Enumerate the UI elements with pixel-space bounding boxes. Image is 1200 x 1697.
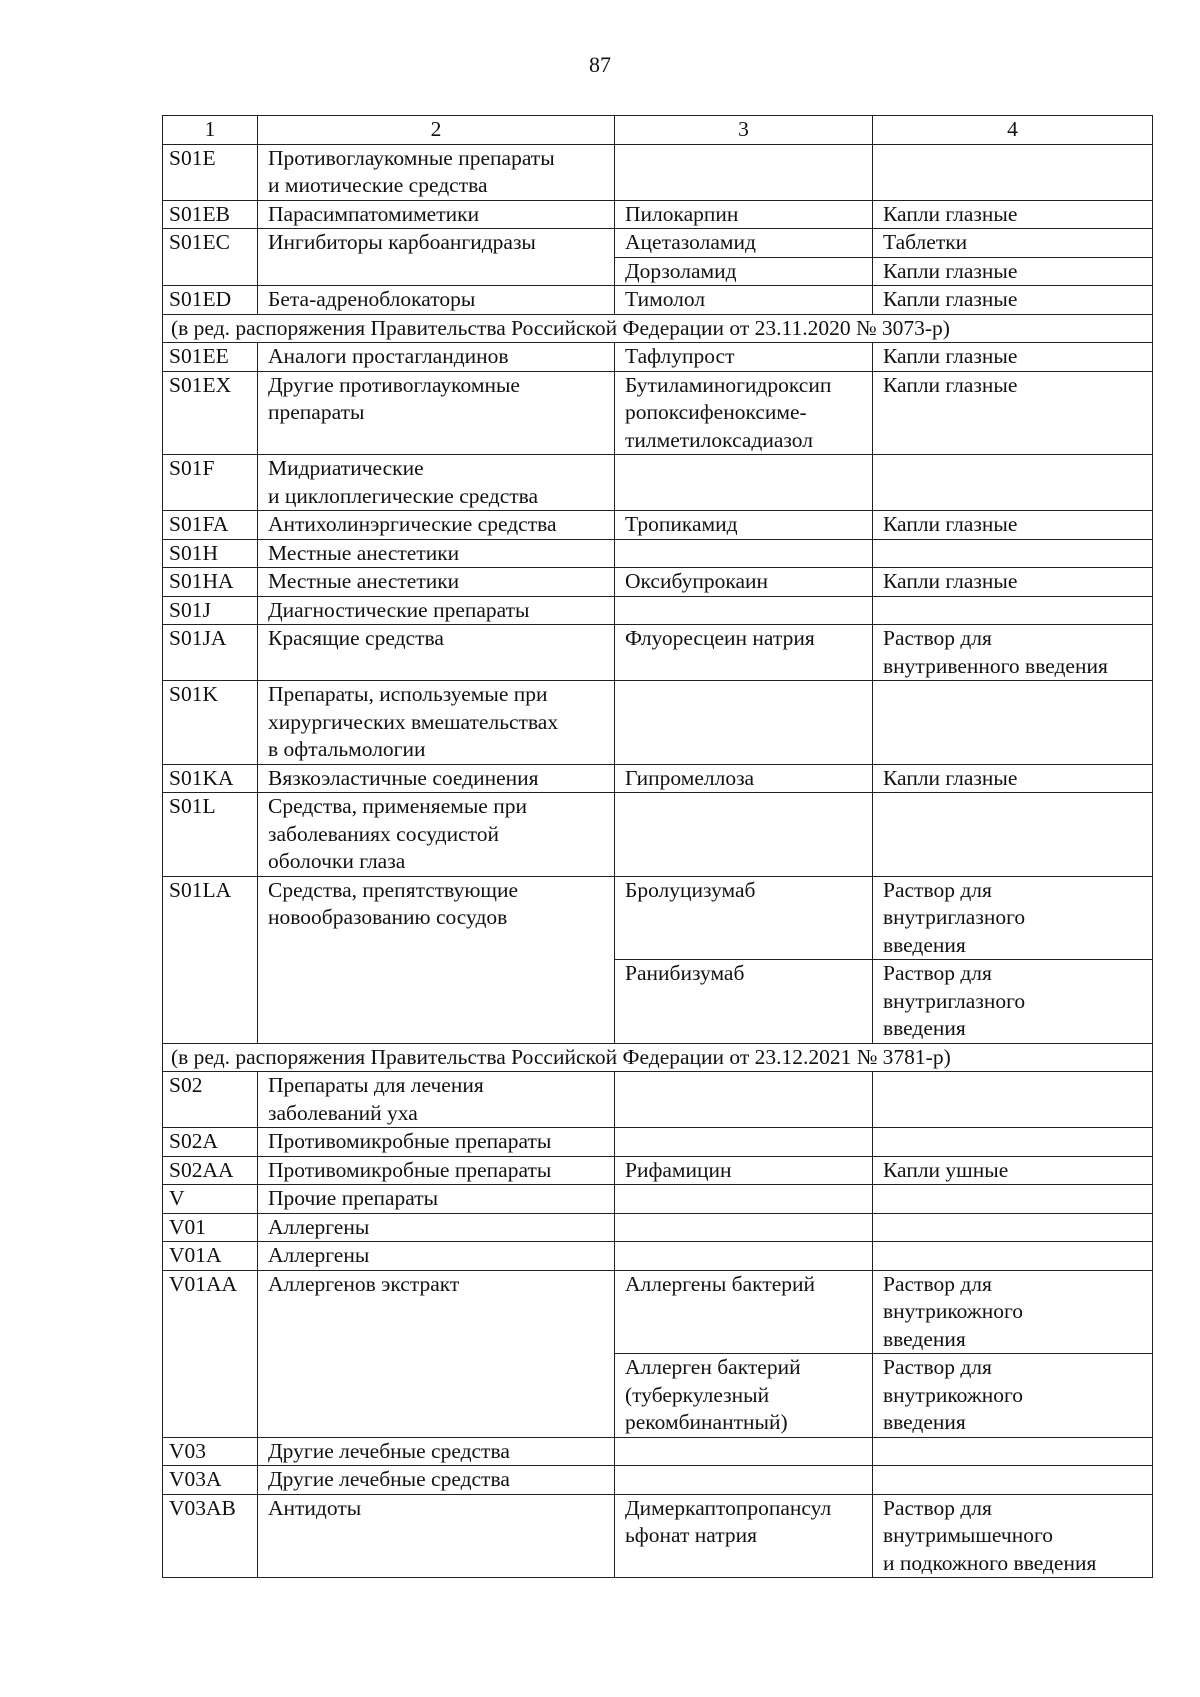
- table-row: [163, 511, 1153, 540]
- drug-name-cell: Ацетазоламид: [615, 229, 873, 258]
- drug-name-cell: Тропикамид: [615, 511, 873, 540]
- drug-name-cell: Тафлупрост: [615, 343, 873, 372]
- atc-code-cell: S01EC: [163, 229, 258, 286]
- dosage-form-cell: Капли глазные: [873, 511, 1153, 540]
- table-row: [163, 1494, 1153, 1578]
- table-row: [163, 876, 1153, 960]
- atc-code-cell: S01LA: [163, 876, 258, 1043]
- drug-name-cell: [615, 681, 873, 765]
- drug-name-cell: [615, 144, 873, 200]
- drug-name-cell: [615, 1242, 873, 1271]
- group-name-cell: Препараты, используемые при хирургических вмешательствах в офтальмологии: [258, 681, 615, 765]
- group-name-cell: Препараты для лечения заболеваний уха: [258, 1072, 615, 1128]
- group-name-cell: Антихолинэргические средства: [258, 511, 615, 540]
- dosage-form-cell: Раствор для внутриглазного введения: [873, 876, 1153, 960]
- group-name-cell: Средства, препятствующие новообразованию сосудов: [258, 876, 615, 1043]
- drug-name-cell: Бролуцизумаб: [615, 876, 873, 960]
- atc-code-cell: V03AB: [163, 1494, 258, 1578]
- table-row: [163, 1466, 1153, 1495]
- dosage-form-cell: Капли глазные: [873, 200, 1153, 229]
- group-name-cell: Вязкоэластичные соединения: [258, 764, 615, 793]
- header-col-4: 4: [873, 116, 1153, 145]
- dosage-form-cell: [873, 1072, 1153, 1128]
- atc-code-cell: S01E: [163, 144, 258, 200]
- group-name-cell: Ингибиторы карбоангидразы: [258, 229, 615, 286]
- dosage-form-cell: [873, 1466, 1153, 1495]
- page-number: 87: [589, 52, 611, 77]
- atc-code-cell: S02A: [163, 1128, 258, 1157]
- header-col-1: 1: [163, 116, 258, 145]
- dosage-form-cell: Капли глазные: [873, 371, 1153, 455]
- group-name-cell: Прочие препараты: [258, 1185, 615, 1214]
- drug-name-cell: Аллерген бактерий (туберкулезный рекомбинантный): [615, 1354, 873, 1438]
- table-row: [163, 286, 1153, 315]
- group-name-cell: Аллергены: [258, 1242, 615, 1271]
- drug-name-cell: Гипромеллоза: [615, 764, 873, 793]
- drug-name-cell: Димеркаптопропансул ьфонат натрия: [615, 1494, 873, 1578]
- group-name-cell: Аллергены: [258, 1213, 615, 1242]
- dosage-form-cell: [873, 539, 1153, 568]
- table-row: [163, 455, 1153, 511]
- atc-code-cell: S02AA: [163, 1156, 258, 1185]
- group-name-cell: Аналоги простагландинов: [258, 343, 615, 372]
- amendment-note-row: [163, 1043, 1153, 1072]
- group-name-cell: Другие противоглаукомные препараты: [258, 371, 615, 455]
- dosage-form-cell: Раствор для внутрикожного введения: [873, 1270, 1153, 1354]
- dosage-form-cell: [873, 1185, 1153, 1214]
- atc-code-cell: S01JA: [163, 625, 258, 681]
- atc-code-cell: S01EX: [163, 371, 258, 455]
- header-col-2: 2: [258, 116, 615, 145]
- table-row: [163, 764, 1153, 793]
- atc-code-cell: V01AA: [163, 1270, 258, 1437]
- table-row: [163, 1156, 1153, 1185]
- table-row: [163, 1213, 1153, 1242]
- dosage-form-cell: Капли глазные: [873, 343, 1153, 372]
- table-body: [163, 116, 1153, 1578]
- group-name-cell: Местные анестетики: [258, 539, 615, 568]
- drug-name-cell: [615, 793, 873, 877]
- table-row: [163, 371, 1153, 455]
- atc-code-cell: V: [163, 1185, 258, 1214]
- atc-code-cell: V01: [163, 1213, 258, 1242]
- atc-code-cell: S01FA: [163, 511, 258, 540]
- dosage-form-cell: [873, 455, 1153, 511]
- group-name-cell: Средства, применяемые при заболеваниях сосудистой оболочки глаза: [258, 793, 615, 877]
- drug-name-cell: [615, 539, 873, 568]
- drug-name-cell: [615, 1466, 873, 1495]
- drug-table: [162, 115, 1153, 1578]
- drug-name-cell: Пилокарпин: [615, 200, 873, 229]
- group-name-cell: Противоглаукомные препараты и миотические средства: [258, 144, 615, 200]
- table-row: [163, 1270, 1153, 1354]
- table-row: [163, 1072, 1153, 1128]
- atc-code-cell: S01KA: [163, 764, 258, 793]
- atc-code-cell: S01K: [163, 681, 258, 765]
- table-row: [163, 1242, 1153, 1271]
- drug-name-cell: [615, 455, 873, 511]
- atc-code-cell: S01EE: [163, 343, 258, 372]
- table-row: [163, 1437, 1153, 1466]
- atc-code-cell: V01A: [163, 1242, 258, 1271]
- group-name-cell: Мидриатические и циклоплегические средства: [258, 455, 615, 511]
- atc-code-cell: V03: [163, 1437, 258, 1466]
- dosage-form-cell: [873, 681, 1153, 765]
- dosage-form-cell: Раствор для внутримышечного и подкожного введения: [873, 1494, 1153, 1578]
- dosage-form-cell: Раствор для внутриглазного введения: [873, 960, 1153, 1044]
- dosage-form-cell: [873, 144, 1153, 200]
- group-name-cell: Антидоты: [258, 1494, 615, 1578]
- dosage-form-cell: Капли глазные: [873, 764, 1153, 793]
- group-name-cell: Диагностические препараты: [258, 596, 615, 625]
- dosage-form-cell: [873, 1213, 1153, 1242]
- table-row: [163, 343, 1153, 372]
- table-row: [163, 596, 1153, 625]
- drug-name-cell: [615, 1185, 873, 1214]
- group-name-cell: Другие лечебные средства: [258, 1437, 615, 1466]
- dosage-form-cell: Раствор для внутрикожного введения: [873, 1354, 1153, 1438]
- table-row: [163, 1185, 1153, 1214]
- dosage-form-cell: Капли глазные: [873, 286, 1153, 315]
- header-row: [163, 116, 1153, 145]
- dosage-form-cell: Капли ушные: [873, 1156, 1153, 1185]
- drug-name-cell: [615, 596, 873, 625]
- table-row: [163, 144, 1153, 200]
- amendment-note: (в ред. распоряжения Правительства Российской Федерации от 23.11.2020 № 3073-р): [163, 314, 1153, 343]
- group-name-cell: Бета-адреноблокаторы: [258, 286, 615, 315]
- dosage-form-cell: [873, 596, 1153, 625]
- dosage-form-cell: [873, 1242, 1153, 1271]
- table-row: [163, 625, 1153, 681]
- amendment-note: (в ред. распоряжения Правительства Российской Федерации от 23.12.2021 № 3781-р): [163, 1043, 1153, 1072]
- table-row: [163, 1128, 1153, 1157]
- drug-name-cell: [615, 1213, 873, 1242]
- atc-code-cell: S01H: [163, 539, 258, 568]
- group-name-cell: Местные анестетики: [258, 568, 615, 597]
- table-row: [163, 200, 1153, 229]
- amendment-note-row: [163, 314, 1153, 343]
- dosage-form-cell: [873, 1437, 1153, 1466]
- group-name-cell: Противомикробные препараты: [258, 1128, 615, 1157]
- table-row: [163, 793, 1153, 877]
- drug-name-cell: Оксибупрокаин: [615, 568, 873, 597]
- drug-name-cell: Рифамицин: [615, 1156, 873, 1185]
- atc-code-cell: S01J: [163, 596, 258, 625]
- table-row: [163, 568, 1153, 597]
- atc-code-cell: S01EB: [163, 200, 258, 229]
- dosage-form-cell: Капли глазные: [873, 568, 1153, 597]
- dosage-form-cell: Капли глазные: [873, 257, 1153, 286]
- dosage-form-cell: Таблетки: [873, 229, 1153, 258]
- atc-code-cell: S02: [163, 1072, 258, 1128]
- drug-name-cell: Тимолол: [615, 286, 873, 315]
- group-name-cell: Красящие средства: [258, 625, 615, 681]
- drug-name-cell: Ранибизумаб: [615, 960, 873, 1044]
- table-row: [163, 539, 1153, 568]
- group-name-cell: Парасимпатомиметики: [258, 200, 615, 229]
- drug-name-cell: [615, 1437, 873, 1466]
- drug-name-cell: [615, 1128, 873, 1157]
- header-col-3: 3: [615, 116, 873, 145]
- atc-code-cell: S01F: [163, 455, 258, 511]
- atc-code-cell: S01L: [163, 793, 258, 877]
- drug-name-cell: Дорзоламид: [615, 257, 873, 286]
- dosage-form-cell: [873, 1128, 1153, 1157]
- group-name-cell: Противомикробные препараты: [258, 1156, 615, 1185]
- atc-code-cell: V03A: [163, 1466, 258, 1495]
- drug-name-cell: [615, 1072, 873, 1128]
- drug-name-cell: Аллергены бактерий: [615, 1270, 873, 1354]
- atc-code-cell: S01ED: [163, 286, 258, 315]
- drug-name-cell: Флуоресцеин натрия: [615, 625, 873, 681]
- atc-code-cell: S01HA: [163, 568, 258, 597]
- group-name-cell: Аллергенов экстракт: [258, 1270, 615, 1437]
- table-row: [163, 681, 1153, 765]
- group-name-cell: Другие лечебные средства: [258, 1466, 615, 1495]
- drug-name-cell: Бутиламиногидроксип ропоксифеноксиме- тилметилоксадиазол: [615, 371, 873, 455]
- table-row: [163, 229, 1153, 258]
- dosage-form-cell: [873, 793, 1153, 877]
- dosage-form-cell: Раствор для внутривенного введения: [873, 625, 1153, 681]
